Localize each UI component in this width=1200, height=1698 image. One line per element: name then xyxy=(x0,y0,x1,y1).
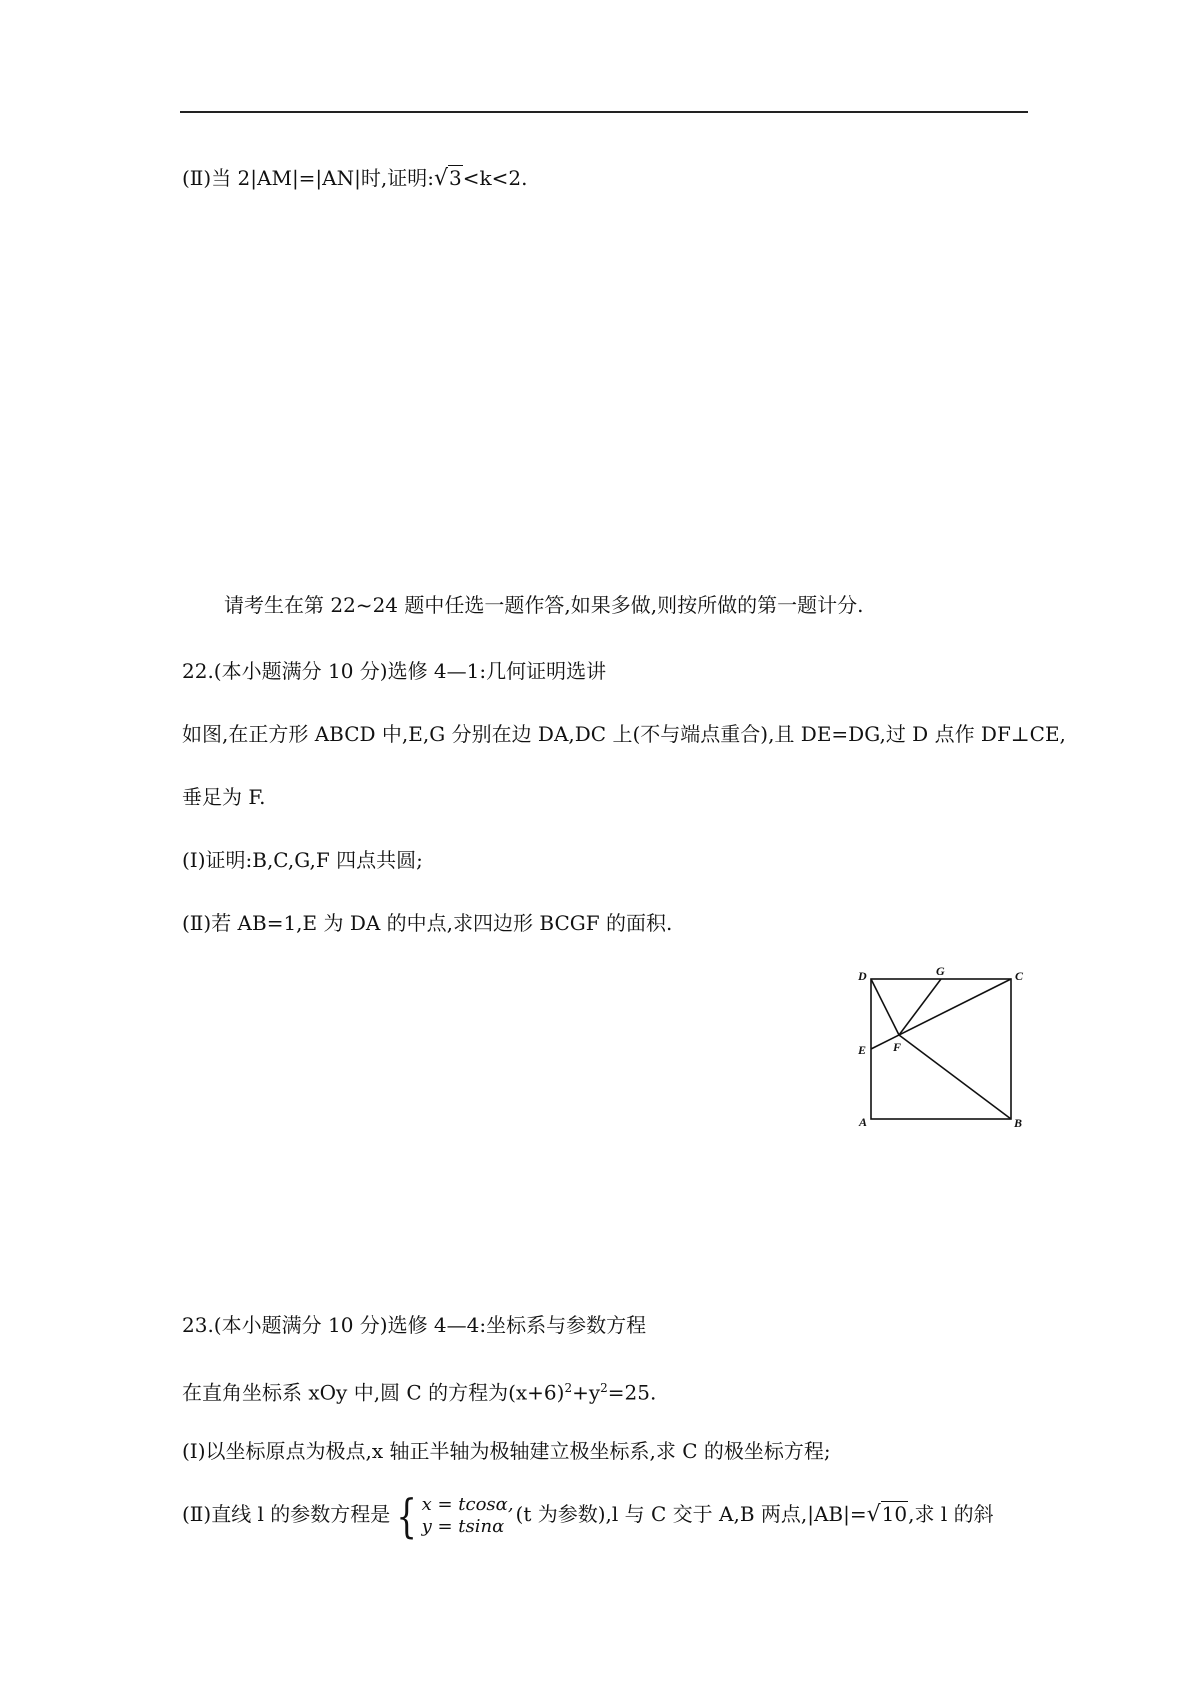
q23-part1: (Ⅰ)以坐标原点为极点,x 轴正半轴为极轴建立极坐标系,求 C 的极坐标方程; xyxy=(182,1439,831,1463)
sqrt-expression: √10 xyxy=(866,1502,908,1527)
q22-title: 22.(本小题满分 10 分)选修 4—1:几何证明选讲 xyxy=(182,659,607,683)
q21-part2 xyxy=(182,164,527,193)
segment-fb xyxy=(899,1035,1011,1119)
q23-stem-suffix: =25. xyxy=(607,1380,657,1405)
parametric-system xyxy=(392,1488,514,1543)
q23-stem-mid: +y xyxy=(572,1380,601,1405)
q23-title: 23.(本小题满分 10 分)选修 4—4:坐标系与参数方程 xyxy=(182,1313,647,1337)
q22-part1: (Ⅰ)证明:B,C,G,F 四点共圆; xyxy=(182,848,423,872)
q23-stem-prefix: 在直角坐标系 xOy 中,圆 C 的方程为(x+6) xyxy=(182,1380,565,1405)
label-f: F xyxy=(893,1040,902,1054)
label-b: B xyxy=(1014,1116,1023,1130)
header-rule xyxy=(180,111,1028,113)
label-a: A xyxy=(859,1115,868,1129)
param-eq-x: x = tcosα, xyxy=(421,1493,514,1515)
left-brace: { xyxy=(396,1488,418,1543)
segment-fg xyxy=(899,979,941,1035)
label-g: G xyxy=(936,964,945,978)
q23-part2-mid: (t 为参数),l 与 C 交于 A,B 两点,|AB|= xyxy=(515,1502,867,1526)
sqrt-expression: √3 xyxy=(433,166,462,191)
q23-part2-prefix: (Ⅱ)直线 l 的参数方程是 xyxy=(182,1502,391,1526)
sqrt-radicand: 3 xyxy=(448,166,462,190)
q23-sup2: 2 xyxy=(600,1381,608,1395)
label-e: E xyxy=(858,1043,867,1057)
param-eq-y: y = tsinα xyxy=(421,1515,505,1537)
segment-df xyxy=(871,979,899,1035)
segment-ce xyxy=(871,979,1011,1049)
q22-stem-line2: 垂足为 F. xyxy=(182,785,266,809)
q23-sup1: 2 xyxy=(564,1381,573,1395)
square-figure xyxy=(855,964,1025,1136)
sqrt-radicand: 10 xyxy=(881,1502,908,1526)
q23-part2 xyxy=(182,1488,994,1543)
label-c: C xyxy=(1015,969,1024,983)
q23-part2-suffix: ,求 l 的斜 xyxy=(908,1502,994,1526)
square-abcd xyxy=(871,979,1011,1119)
q23-stem xyxy=(182,1374,656,1407)
q22-stem-line1: 如图,在正方形 ABCD 中,E,G 分别在边 DA,DC 上(不与端点重合),且 DE=DG,过 D 点作 DF⊥CE, xyxy=(182,722,1066,746)
q21-part2-prefix: (Ⅱ)当 2|AM|=|AN|时,证明: xyxy=(182,166,434,190)
q22-part2: (Ⅱ)若 AB=1,E 为 DA 的中点,求四边形 BCGF 的面积. xyxy=(182,911,673,935)
instruction: 请考生在第 22~24 题中任选一题作答,如果多做,则按所做的第一题计分. xyxy=(224,593,864,617)
label-d: D xyxy=(858,969,867,983)
q21-part2-suffix: <k<2. xyxy=(462,166,528,190)
